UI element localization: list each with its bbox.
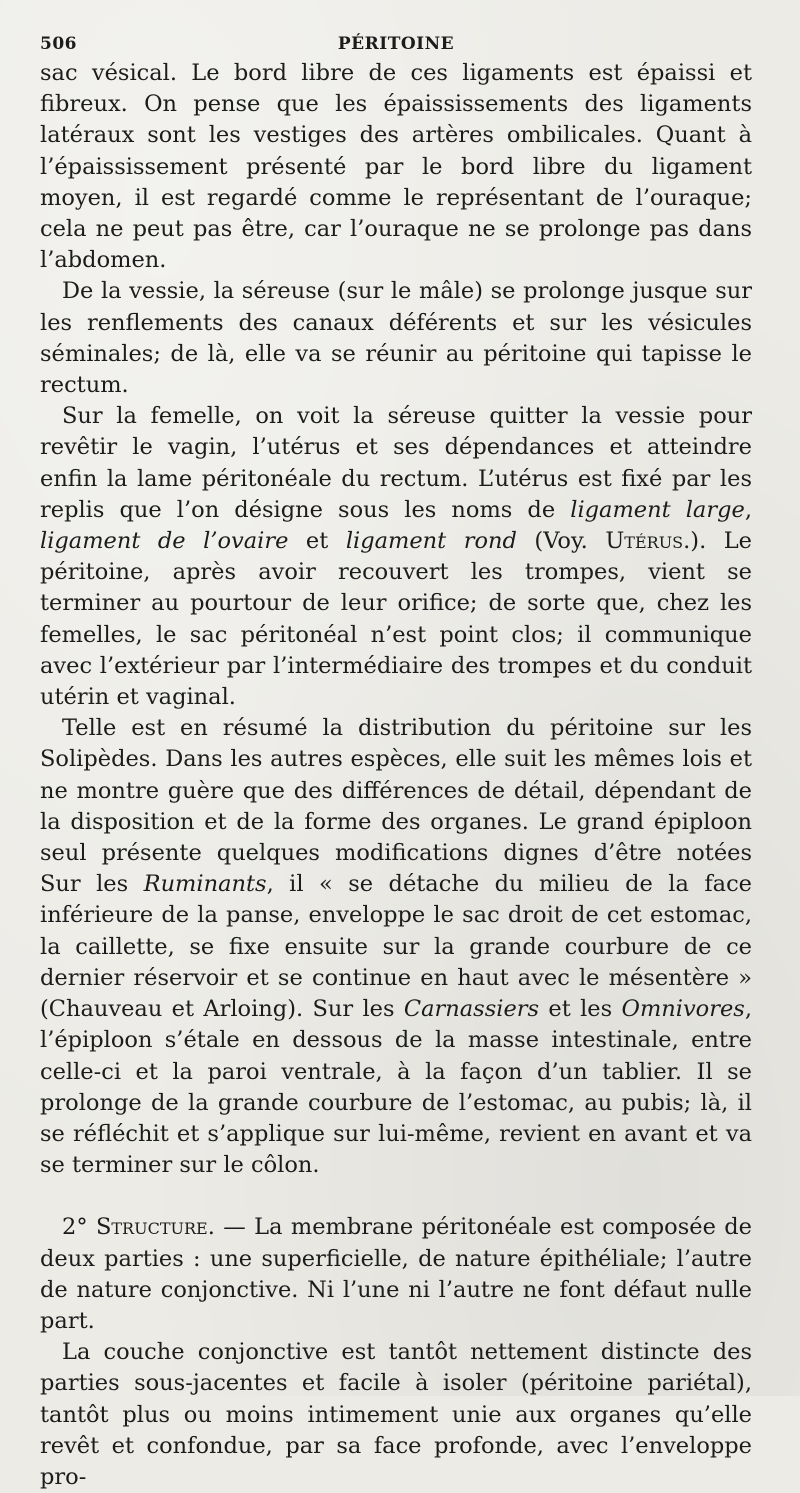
paragraph-male: De la vessie, la séreuse (sur le mâle) se prolonge jusque sur les renflements des canaux déférents et sur les vésicules séminales; de là, elle va se réunir au péritoine qui tapisse le rectum. bbox=[40, 278, 752, 399]
cross-reference: Utérus bbox=[605, 528, 684, 555]
page-header bbox=[40, 28, 752, 58]
section-heading: Structure. bbox=[95, 1214, 215, 1241]
paragraph-connective-layer: La couche conjonctive est tantôt nettement distincte des parties sous-jacentes et facile à isoler (péritoine pariétal), tantôt plus ou moins intimement unie aux organes qu’elle revêt et confondue, par sa face profonde, avec l’enveloppe pro- bbox=[40, 1339, 752, 1490]
paragraph-species: Telle est en résumé la distribution du péritoine sur les Solipèdes. Dans les autres espèces, elle suit les mêmes lois et ne montre guère que des différences de détail, dépendant de la disposition et de la forme des organes. Le grand épiploon seul présente quelques modifications dignes d’être notées Sur les Ruminants, il « se détache du milieu de la face inférieure de la panse, enveloppe le sac droit de cet estomac, la caillette, se fixe ensuite sur la grande courbure de ce dernier réservoir et se continue en haut avec le mésentère » (Chauveau et Arloing). Sur les Carnassiers et les Omnivores, l’épiploon s’étale en dessous de la masse intestinale, entre celle-ci et la paroi ventrale, à la façon d’un tablier. Il se prolonge de la grande courbure de l’estomac, au pubis; là, il se réfléchit et s’applique sur lui-même, revient en avant et va se terminer sur le côlon. bbox=[40, 715, 752, 1179]
paragraph-female: Sur la femelle, on voit la séreuse quitter la vessie pour revêtir le vagin, l’utérus et ses dépendances et atteindre enfin la lame péritonéale du rectum. L’utérus est fixé par les replis que l’on désigne sous les noms de ligament large, ligament de l’ovaire et ligament rond (Voy. Utérus.). Le péritoine, après avoir recouvert les trompes, vient se terminer au pourtour de leur orifice; de sorte que, chez les femelles, le sac péritonéal n’est point clos; il communique avec l’extérieur par l’intermédiaire des trompes et du conduit utérin et vaginal. bbox=[40, 403, 752, 711]
page-number: 506 bbox=[40, 34, 77, 54]
running-title: PÉRITOINE bbox=[337, 34, 455, 54]
body-text bbox=[40, 58, 752, 1493]
section-number: 2° bbox=[62, 1214, 88, 1241]
paragraph-ligaments: sac vésical. Le bord libre de ces ligaments est épaissi et fibreux. On pense que les épaississements des ligaments latéraux sont les vestiges des artères ombilicales. Quant à l’épaississement présenté par le bord libre du ligament moyen, il est regardé comme le représentant de l’ouraque; cela ne peut pas être, car l’ouraque ne se prolonge pas dans l’abdomen. bbox=[40, 60, 752, 274]
section-structure: 2° Structure. — La membrane péritonéale est composée de deux parties : une superficielle, de nature épithéliale; l’autre de nature conjonctive. Ni l’une ni l’autre ne font défaut nulle part. bbox=[40, 1214, 752, 1334]
